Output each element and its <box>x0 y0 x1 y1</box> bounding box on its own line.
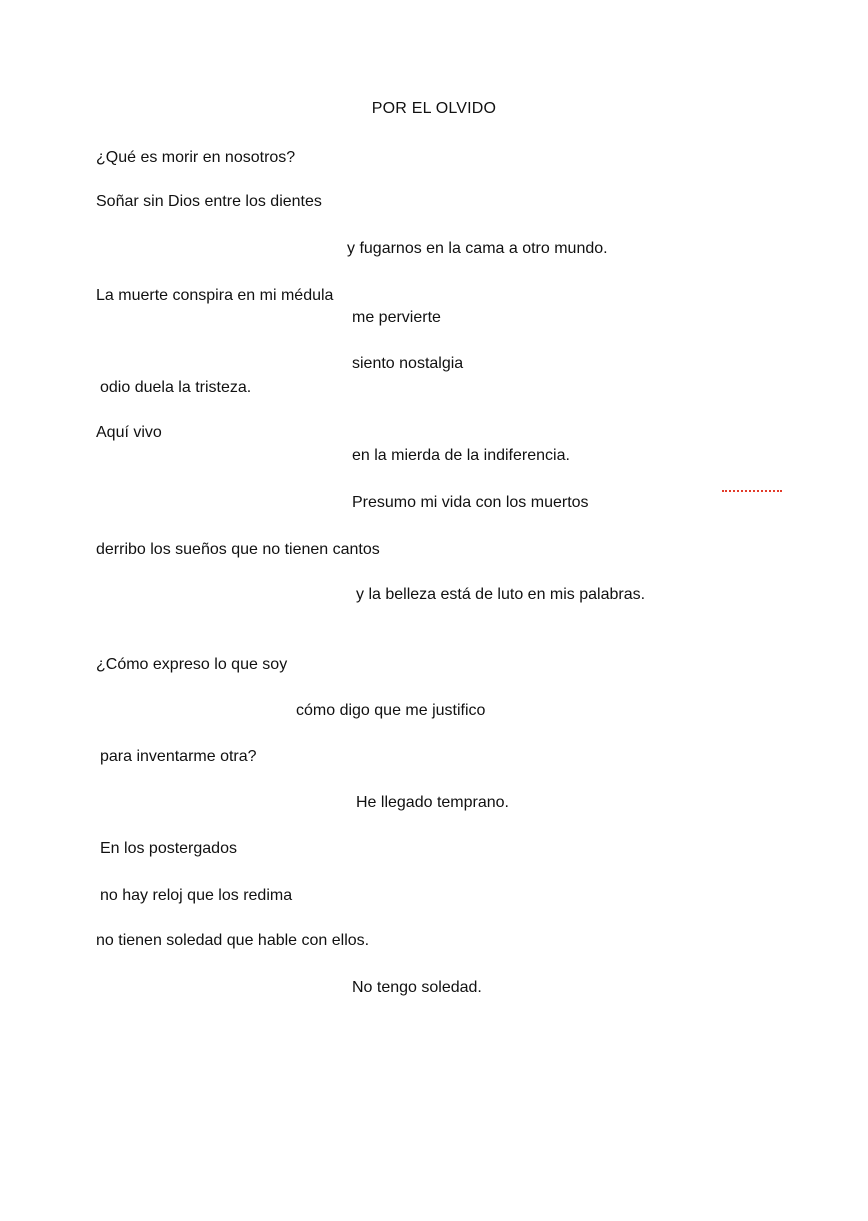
poem-line: He llegado temprano. <box>356 794 509 811</box>
poem-line: Presumo mi vida con los muertos <box>352 494 589 511</box>
poem-line: ¿Cómo expreso lo que soy <box>96 656 288 673</box>
poem-line: odio duela la tristeza. <box>100 379 252 396</box>
poem-line: derribo los sueños que no tienen cantos <box>96 541 380 558</box>
poem-line: me pervierte <box>352 309 441 326</box>
poem-line: No tengo soledad. <box>352 979 482 996</box>
poem-line: y la belleza está de luto en mis palabras. <box>356 586 646 603</box>
poem-line: no hay reloj que los redima <box>100 887 293 904</box>
poem-line: Soñar sin Dios entre los dientes <box>96 193 322 210</box>
poem-line: y fugarnos en la cama a otro mundo. <box>347 240 608 257</box>
poem-line: en la mierda de la indiferencia. <box>352 447 570 464</box>
poem-line: En los postergados <box>100 840 237 857</box>
poem-line: Aquí vivo <box>96 424 162 441</box>
poem-line: no tienen soledad que hable con ellos. <box>96 932 370 949</box>
poem-line: siento nostalgia <box>352 355 464 372</box>
poem-line: cómo digo que me justifico <box>296 702 486 719</box>
poem-line: para inventarme otra? <box>100 748 257 765</box>
poem-line: ¿Qué es morir en nosotros? <box>96 149 296 166</box>
poem-title: POR EL OLVIDO <box>371 100 497 117</box>
spellcheck-marker <box>722 490 782 492</box>
poem-line: La muerte conspira en mi médula <box>96 287 334 304</box>
